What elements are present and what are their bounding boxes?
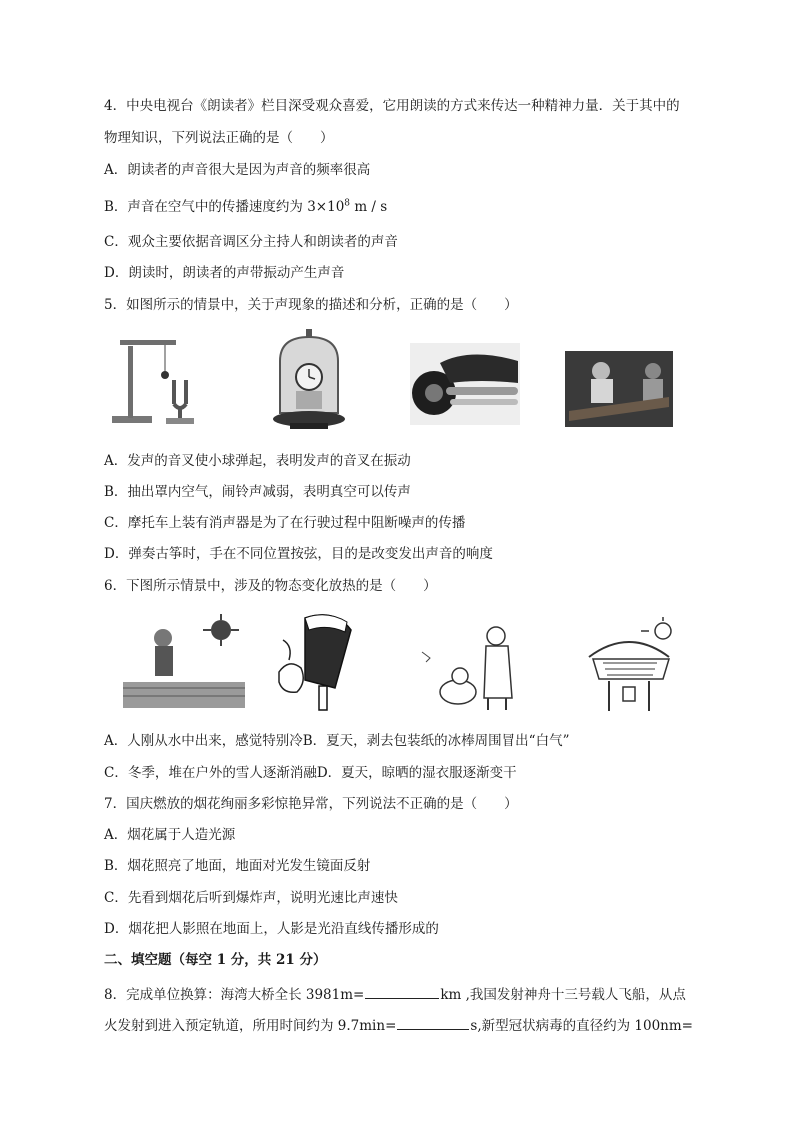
q8-line1-text-a: 8．完成单位换算：海湾大桥全长 3981m= bbox=[104, 987, 365, 1003]
q6-option-c: C．冬季，堆在户外的雪人逐渐消融 bbox=[104, 765, 317, 781]
q8-line2 bbox=[104, 1015, 693, 1035]
q6-option-d: D．夏天，晾晒的湿衣服逐渐变干 bbox=[316, 765, 517, 781]
swimmer-figure bbox=[121, 612, 247, 712]
q7-option-d: D．烟花把人影照在地面上，人影是光沿直线传播形成的 bbox=[104, 921, 439, 937]
q7-option-c: C．先看到烟花后听到爆炸声，说明光速比声速快 bbox=[104, 890, 398, 906]
q8-line1 bbox=[104, 984, 686, 1004]
q5-stem: 5．如图所示的情景中，关于声现象的描述和分析，正确的是（ ） bbox=[104, 297, 518, 313]
q4-option-b-text: B．声音在空气中的传播速度约为 3×10 bbox=[104, 199, 345, 215]
motorcycle-figure bbox=[410, 343, 520, 425]
q7-option-b: B．烟花照亮了地面，地面对光发生镜面反射 bbox=[104, 858, 371, 874]
q4-option-b-exponent: 8 bbox=[344, 198, 351, 209]
q8-line2-text-a: 火发射到进入预定轨道，所用时间约为 9.7min= bbox=[104, 1018, 397, 1034]
q4-stem-line2: 物理知识，下列说法正确的是（ ） bbox=[104, 130, 334, 146]
popsicle-figure bbox=[275, 610, 365, 714]
q6-options-row2 bbox=[104, 764, 517, 782]
q6-option-b: B．夏天，剥去包装纸的冰棒周围冒出“白气” bbox=[302, 733, 570, 749]
tuning-fork-figure bbox=[110, 332, 206, 428]
q6-option-a: A．人刚从水中出来，感觉特别冷 bbox=[104, 733, 303, 749]
drying-clothes-figure bbox=[583, 617, 675, 713]
q5-option-b: B．抽出罩内空气，闹铃声减弱，表明真空可以传声 bbox=[104, 484, 411, 500]
guzheng-figure bbox=[565, 351, 673, 427]
q7-stem: 7．国庆燃放的烟花绚丽多彩惊艳异常，下列说法不正确的是（ ） bbox=[104, 796, 518, 812]
q4-option-a: A．朗读者的声音很大是因为声音的频率很高 bbox=[104, 162, 371, 178]
q8-blank-seconds[interactable] bbox=[397, 1015, 469, 1030]
bell-jar-figure bbox=[270, 327, 348, 431]
q8-line2-text-b: s,新型冠状病毒的直径约为 100nm= bbox=[470, 1018, 693, 1034]
q8-line1-text-b: km ,我国发射神舟十三号载人飞船，从点 bbox=[440, 987, 686, 1003]
q8-blank-km[interactable] bbox=[365, 984, 439, 999]
q4-option-c: C．观众主要依据音调区分主持人和朗读者的声音 bbox=[104, 234, 398, 250]
q6-stem: 6．下图所示情景中，涉及的物态变化放热的是（ ） bbox=[104, 578, 437, 594]
q4-option-b-unit: m / s bbox=[354, 199, 388, 215]
q4-option-b bbox=[104, 198, 387, 216]
q5-option-a: A．发声的音叉使小球弹起，表明发声的音叉在振动 bbox=[104, 453, 411, 469]
q4-stem-line1: 4．中央电视台《朗读者》栏目深受观众喜爱，它用朗读的方式来传达一种精神力量．关于其中的 bbox=[104, 98, 680, 114]
snowman-figure bbox=[418, 622, 528, 714]
q6-options-row1 bbox=[104, 732, 569, 750]
q5-option-d: D．弹奏古筝时，手在不同位置按弦，目的是改变发出声音的响度 bbox=[104, 546, 493, 562]
q4-option-d: D．朗读时，朗读者的声带振动产生声音 bbox=[104, 265, 345, 281]
section-title-fill-in: 二、填空题（每空 1 分，共 21 分） bbox=[104, 952, 327, 968]
q7-option-a: A．烟花属于人造光源 bbox=[104, 827, 236, 843]
q5-option-c: C．摩托车上装有消声器是为了在行驶过程中阻断噪声的传播 bbox=[104, 515, 466, 531]
